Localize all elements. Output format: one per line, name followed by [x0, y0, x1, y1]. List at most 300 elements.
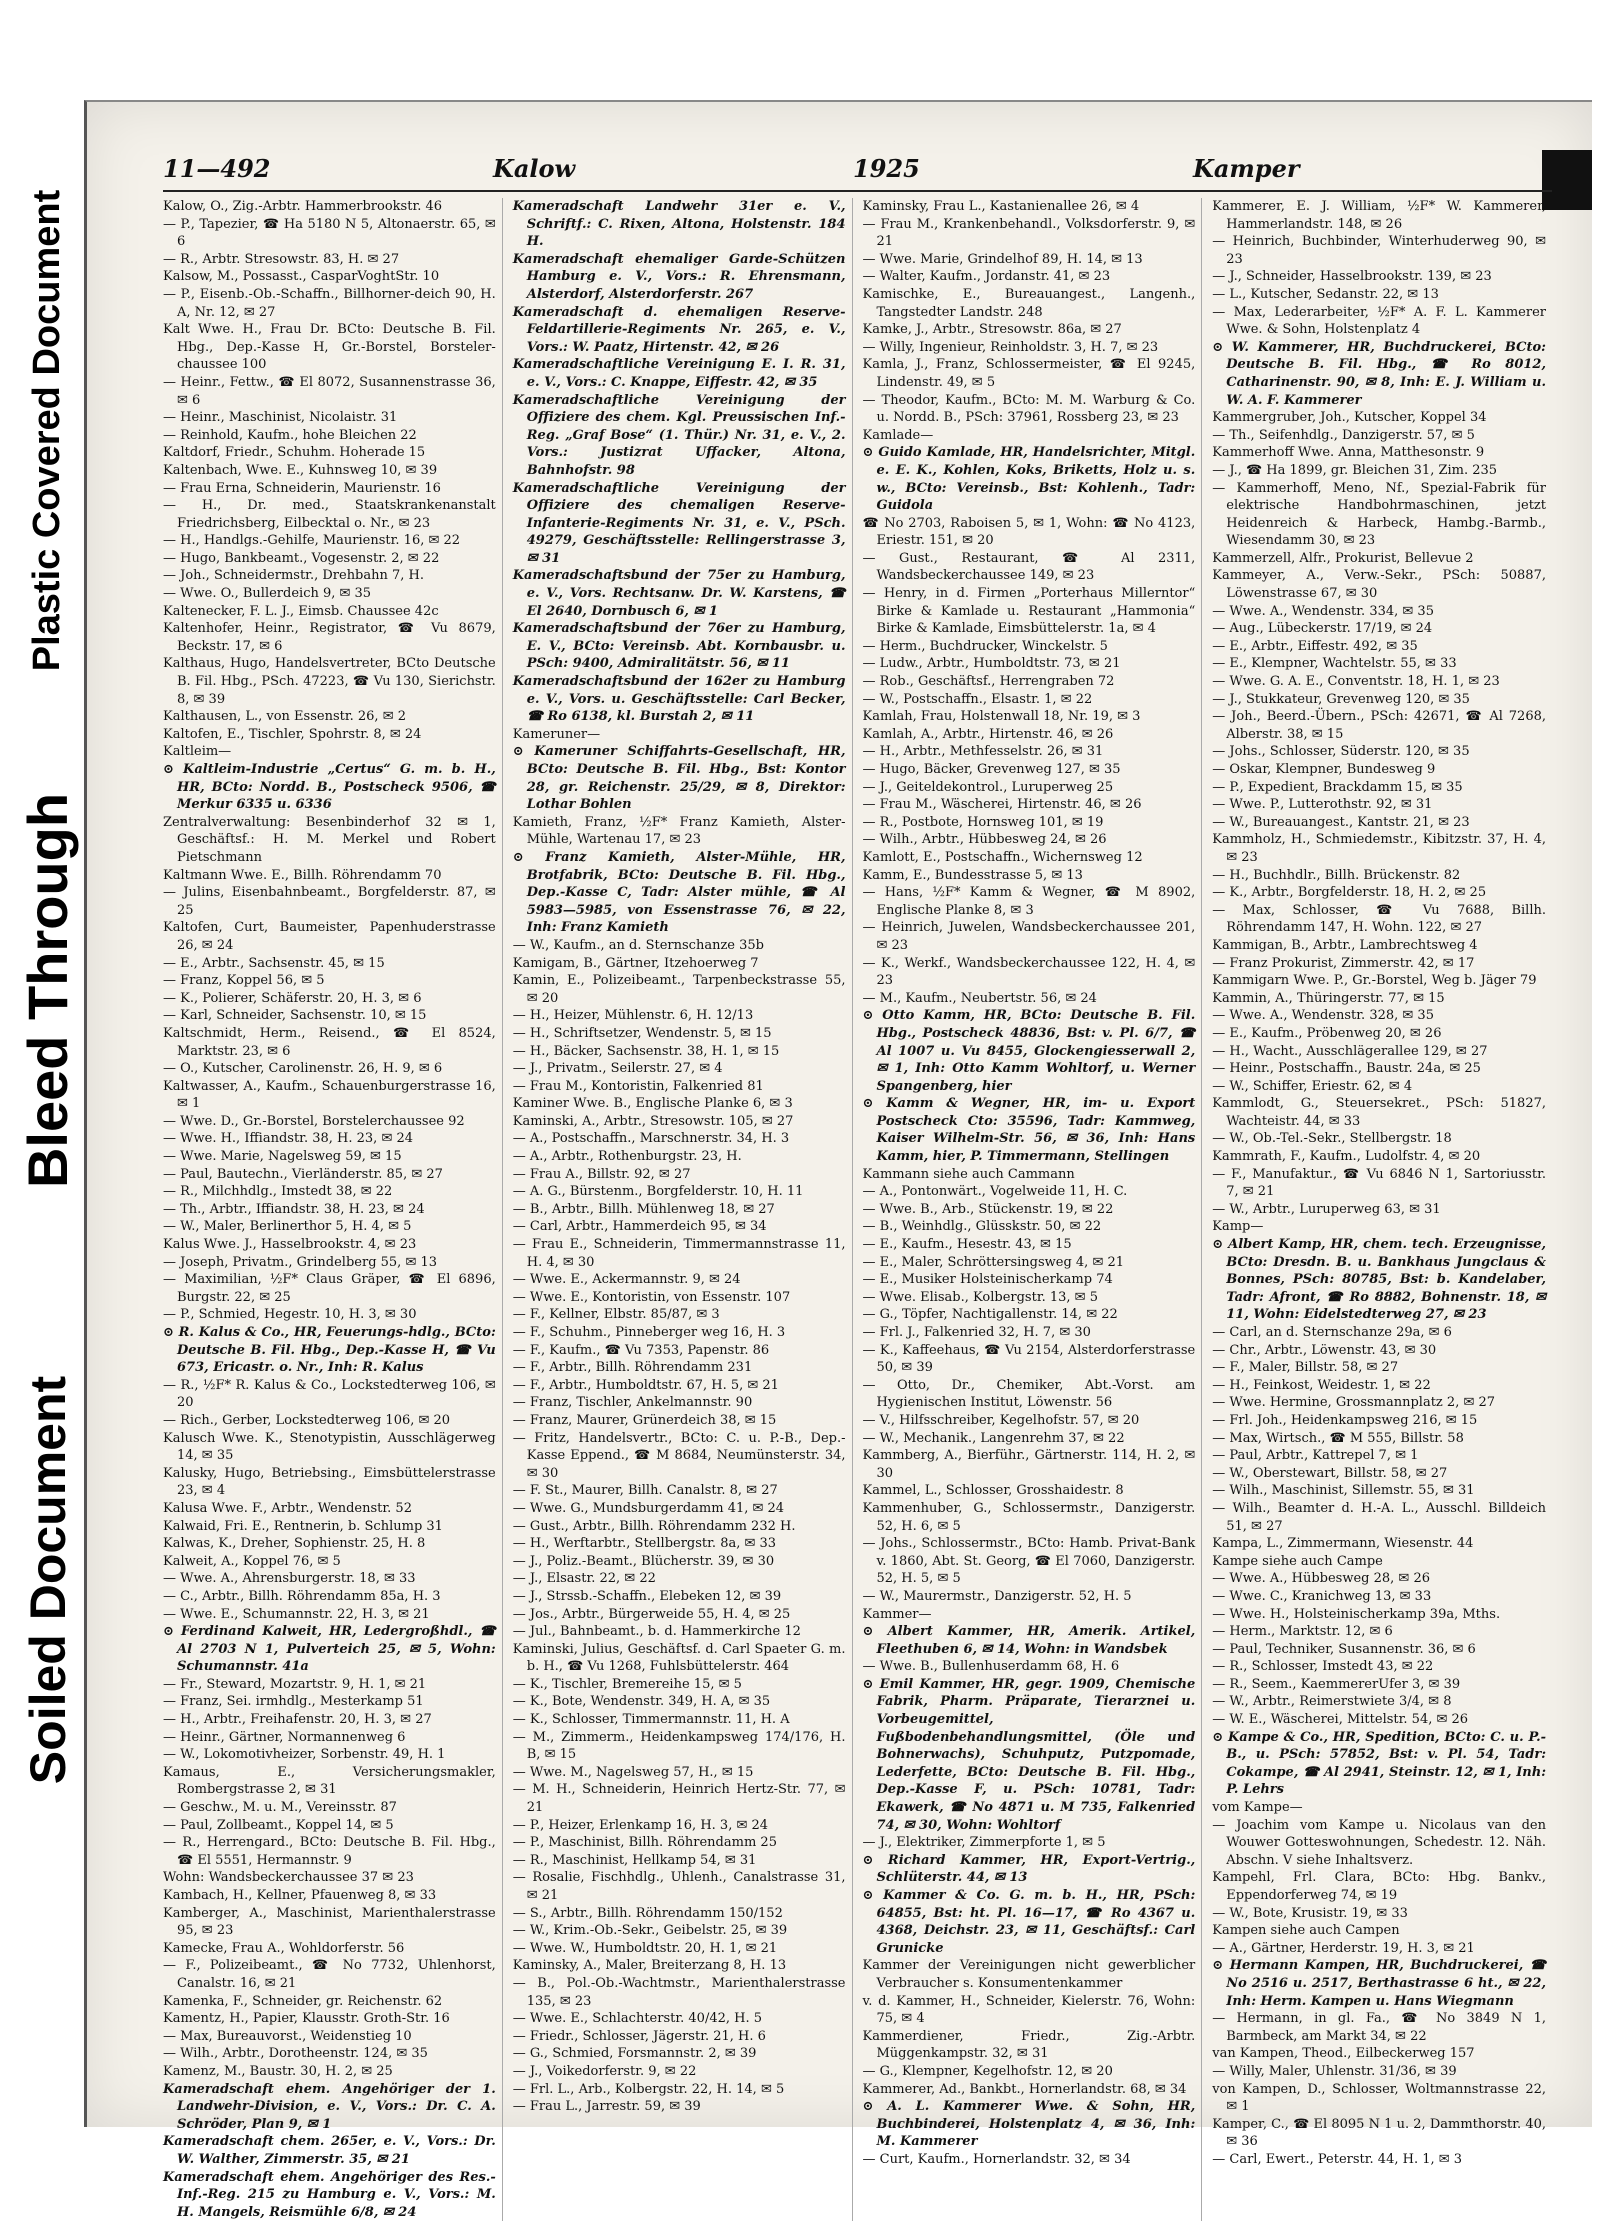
directory-entry: Kammann siehe auch Cammann: [863, 1166, 1196, 1184]
directory-entry: — Theodor, Kaufm., BCto: M. M. Warburg & Co. u. Nordd. B., PSch: 37961, Rossberg 23, ✉ 23: [863, 392, 1196, 427]
directory-entry: — W., Mechanik., Langenrehm 37, ✉ 22: [863, 1430, 1196, 1448]
directory-entry: Kameruner—: [513, 726, 846, 744]
directory-entry: Kamp—: [1212, 1218, 1546, 1236]
directory-entry: — Fr., Steward, Mozartstr. 9, H. 1, ✉ 21: [163, 1676, 496, 1694]
directory-entry: Kammholz, H., Schmiedemstr., Kibitzstr. 37, H. 4, ✉ 23: [1212, 831, 1546, 866]
directory-entry: — Geschw., M. u. M., Vereinsstr. 87: [163, 1799, 496, 1817]
directory-entry: — Carl, Ewert., Peterstr. 44, H. 1, ✉ 3: [1212, 2151, 1546, 2169]
directory-entry: ⊙ Albert Kammer, HR, Amerik. Artikel, Fleethuben 6, ✉ 14, Wohn: in Wandsbek: [863, 1623, 1196, 1658]
directory-entry: Kamaus, E., Versicherungsmakler, Rombergstrasse 2, ✉ 31: [163, 1764, 496, 1799]
directory-entry: Kammerer, Ad., Bankbt., Hornerlandstr. 68, ✉ 34: [863, 2081, 1196, 2099]
directory-entry: Kalusky, Hugo, Betriebsing., Eimsbüttelerstrasse 23, ✉ 4: [163, 1465, 496, 1500]
directory-entry: — P., Maschinist, Billh. Röhrendamm 25: [513, 1834, 846, 1852]
directory-entry: — Gust., Restaurant, ☎ Al 2311, Wandsbeckerchaussee 149, ✉ 23: [863, 550, 1196, 585]
directory-entry: — Frl. J., Falkenried 32, H. 7, ✉ 30: [863, 1324, 1196, 1342]
directory-entry: — Willy, Ingenieur, Reinholdstr. 3, H. 7, ✉ 23: [863, 339, 1196, 357]
directory-entry: — H., Heizer, Mühlenstr. 6, H. 12/13: [513, 1007, 846, 1025]
directory-entry: — G., Töpfer, Nachtigallenstr. 14, ✉ 22: [863, 1306, 1196, 1324]
directory-entry: — Maximilian, ½F* Claus Gräper, ☎ El 6896, Burgstr. 22, ✉ 25: [163, 1271, 496, 1306]
directory-entry: ⊙ Otto Kamm, HR, BCto: Deutsche B. Fil. Hbg., Postscheck 48836, Bst: v. Pl. 6/7, ☎ Al 1007 u. Vu 8455, Glockengiesserwall 2, ✉ 1, Inh: Otto Kamm Wohltorf, u. Werner Spangenberg, hier: [863, 1007, 1196, 1095]
directory-entry: — W., Kaufm., an d. Sternschanze 35b: [513, 937, 846, 955]
directory-entry: — Joh., Beerd.-Übern., PSch: 42671, ☎ Al 7268, Alberstr. 38, ✉ 15: [1212, 708, 1546, 743]
directory-entry: — Wilh., Arbtr., Hübbesweg 24, ✉ 26: [863, 831, 1196, 849]
directory-entry: — Franz Prokurist, Zimmerstr. 42, ✉ 17: [1212, 955, 1546, 973]
directory-entry: Kalthausen, L., von Essenstr. 26, ✉ 2: [163, 708, 496, 726]
directory-entry: ⊙ R. Kalus & Co., HR, Feuerungs-hdlg., BCto: Deutsche B. Fil. Hbg., Dep.-Kasse H, ☎ Vu 673, Ericastr. o. Nr., Inh: R. Kalus: [163, 1324, 496, 1377]
directory-entry: Kampa, L., Zimmermann, Wiesenstr. 44: [1212, 1535, 1546, 1553]
directory-entry: — F., Kaufm., ☎ Vu 7353, Papenstr. 86: [513, 1342, 846, 1360]
directory-entry: Kammerdiener, Friedr., Zig.-Arbtr. Müggenkampstr. 32, ✉ 31: [863, 2028, 1196, 2063]
directory-entry: Kampehl, Frl. Clara, BCto: Hbg. Bankv., Eppendorferweg 74, ✉ 19: [1212, 1869, 1546, 1904]
directory-entry: — R., Postbote, Hornsweg 101, ✉ 19: [863, 814, 1196, 832]
directory-entry: Kammerzell, Alfr., Prokurist, Bellevue 2: [1212, 550, 1546, 568]
column-4: [1212, 198, 1552, 2221]
directory-entry: — P., Schmied, Hegestr. 10, H. 3, ✉ 30: [163, 1306, 496, 1324]
directory-entry: — Wilh., Beamter d. H.-A. L., Ausschl. Billdeich 51, ✉ 27: [1212, 1500, 1546, 1535]
directory-entry: Kamla, J., Franz, Schlossermeister, ☎ El 9245, Lindenstr. 49, ✉ 5: [863, 356, 1196, 391]
directory-entry: — Franz, Maurer, Grünerdeich 38, ✉ 15: [513, 1412, 846, 1430]
directory-entry: Kamentz, H., Papier, Klausstr. Groth-Str. 16: [163, 2010, 496, 2028]
directory-entry: — G., Schmied, Forsmannstr. 2, ✉ 39: [513, 2045, 846, 2063]
directory-entry: — K., Polierer, Schäferstr. 20, H. 3, ✉ 6: [163, 990, 496, 1008]
directory-entry: Kalsow, M., Possasst., CasparVoghtStr. 10: [163, 268, 496, 286]
directory-entry: — Wwe. B., Arb., Stückenstr. 19, ✉ 22: [863, 1201, 1196, 1219]
directory-entry: — Henry, in d. Firmen „Porterhaus Millerntor“ Birke & Kamlade u. Restaurant „Hammonia“ Birke & Kamlade, Eimsbüttelerstr. 1a, ✉ 4: [863, 585, 1196, 638]
directory-entry: — R., Milchhdlg., Imstedt 38, ✉ 22: [163, 1183, 496, 1201]
directory-entry: — V., Hilfsschreiber, Kegelhofstr. 57, ✉ 20: [863, 1412, 1196, 1430]
directory-entry: — Wwe. Hermine, Grossmannplatz 2, ✉ 27: [1212, 1394, 1546, 1412]
directory-entry: — Kammerhoff, Meno, Nf., Spezial-Fabrik für elektrische Handbohrmaschinen, jetzt Heidenreich & Harbeck, Hambg.-Barmb., Wiesendamm 30, ✉ 23: [1212, 480, 1546, 550]
directory-entry: — Ludw., Arbtr., Humboldtstr. 73, ✉ 21: [863, 655, 1196, 673]
directory-entry: — Joachim vom Kampe u. Nicolaus van den Wouwer Gotteswohnungen, Schedestr. 12. Näh. Abschn. V siehe Inhaltsverz.: [1212, 1817, 1546, 1870]
directory-entry: — E., Maler, Schröttersingsweg 4, ✉ 21: [863, 1254, 1196, 1272]
directory-entry: — K., Bote, Wendenstr. 349, H. A, ✉ 35: [513, 1693, 846, 1711]
directory-entry: — H., Wacht., Ausschlägerallee 129, ✉ 27: [1212, 1043, 1546, 1061]
directory-entry: ⊙ Franz Kamieth, Alster-Mühle, HR, Brotfabrik, BCto: Deutsche B. Fil. Hbg., Dep.-Kasse C, Tadr: Alster mühle, ☎ Al 5983—5985, von Essenstrasse 76, ✉ 22, Inh: Franz Kamieth: [513, 849, 846, 937]
directory-entry: — J., Elektriker, Zimmerpforte 1, ✉ 5: [863, 1834, 1196, 1852]
directory-entry: — H., Feinkost, Weidestr. 1, ✉ 22: [1212, 1377, 1546, 1395]
directory-entry: — Wwe. G., Mundsburgerdamm 41, ✉ 24: [513, 1500, 846, 1518]
directory-entry: Kaltdorf, Friedr., Schuhm. Hoherade 15: [163, 444, 496, 462]
directory-entry: — Wwe. O., Bullerdeich 9, ✉ 35: [163, 585, 496, 603]
directory-entry: Kameradschaftliche Vereinigung E. I. R. 31, e. V., Vors.: C. Knappe, Eiffestr. 42, ✉ 35: [513, 356, 846, 391]
directory-entry: — P., Expedient, Brackdamm 15, ✉ 35: [1212, 779, 1546, 797]
directory-entry: Kammer der Vereinigungen nicht gewerblicher Verbraucher s. Konsumentenkammer: [863, 1957, 1196, 1992]
directory-entry: Kaltenhofer, Heinr., Registrator, ☎ Vu 8679, Beckstr. 17, ✉ 6: [163, 620, 496, 655]
directory-entry: Kalow, O., Zig.-Arbtr. Hammerbrookstr. 46: [163, 198, 496, 216]
directory-entry: — Joh., Schneidermstr., Drehbahn 7, H.: [163, 567, 496, 585]
directory-entry: — E., Arbtr., Eiffestr. 492, ✉ 35: [1212, 638, 1546, 656]
directory-entry: — A., Arbtr., Rothenburgstr. 23, H.: [513, 1148, 846, 1166]
directory-entry: Kampe siehe auch Campe: [1212, 1553, 1546, 1571]
directory-entry: Kameradschaftliche Vereinigung der Offiziere des chemaligen Reserve-Infanterie-Regiments Nr. 31, e. V., PSch. 49279, Geschäftsstelle: Rellingerstrasse 3, ✉ 31: [513, 480, 846, 568]
directory-entry: — Wwe. E., Schumannstr. 22, H. 3, ✉ 21: [163, 1606, 496, 1624]
directory-entry: — J., Strssb.-Schaffn., Elebeken 12, ✉ 39: [513, 1588, 846, 1606]
directory-entry: ☎ No 2703, Raboisen 5, ✉ 1, Wohn: ☎ No 4123, Eriestr. 151, ✉ 20: [863, 515, 1196, 550]
page-header: [163, 150, 1552, 192]
directory-entry: — Fritz, Handelsvertr., BCto: C. u. P.-B., Dep.-Kasse Eppend., ☎ M 8684, Neumünsterstr. 34, ✉ 30: [513, 1430, 846, 1483]
column-3: [863, 198, 1203, 2221]
directory-entry: Kammeyer, A., Verw.-Sekr., PSch: 50887, Löwenstrasse 67, ✉ 30: [1212, 567, 1546, 602]
directory-entry: Kaltwasser, A., Kaufm., Schauenburgerstrasse 16, ✉ 1: [163, 1078, 496, 1113]
header-year: 1925: [853, 154, 920, 183]
directory-entry: — Heinrich, Juwelen, Wandsbeckerchaussee 201, ✉ 23: [863, 919, 1196, 954]
directory-entry: — E., Musiker Holsteinischerkamp 74: [863, 1271, 1196, 1289]
directory-entry: — Frau E., Schneiderin, Timmermannstrasse 11, H. 4, ✉ 30: [513, 1236, 846, 1271]
directory-entry: — Wwe. W., Humboldtstr. 20, H. 1, ✉ 21: [513, 1940, 846, 1958]
directory-entry: — W., Krim.-Ob.-Sekr., Geibelstr. 25, ✉ 39: [513, 1922, 846, 1940]
column-2: [513, 198, 853, 2221]
directory-entry: — W., Lokomotivheizer, Sorbenstr. 49, H. 1: [163, 1746, 496, 1764]
directory-entry: ⊙ Kampe & Co., HR, Spedition, BCto: C. u. P.-B., u. PSch: 57852, Bst: v. Pl. 54, Tadr: Cokampe, ☎ Al 2941, Steinstr. 12, ✉ 1, Inh: P. Lehrs: [1212, 1729, 1546, 1799]
directory-entry: ⊙ Richard Kammer, HR, Export-Vertrig., Schlüterstr. 44, ✉ 13: [863, 1852, 1196, 1887]
directory-entry: — Curt, Kaufm., Hornerlandstr. 32, ✉ 34: [863, 2151, 1196, 2169]
directory-entry: — W. E., Wäscherei, Mittelstr. 54, ✉ 26: [1212, 1711, 1546, 1729]
directory-entry: — Max, Schlosser, ☎ Vu 7688, Billh. Röhrendamm 147, H. Wohn. 122, ✉ 27: [1212, 902, 1546, 937]
directory-entry: Kamieth, Franz, ½F* Franz Kamieth, Alster-Mühle, Wartenau 17, ✉ 23: [513, 814, 846, 849]
directory-entry: — Wwe. Marie, Grindelhof 89, H. 14, ✉ 13: [863, 251, 1196, 269]
header-last-word: Kamper: [1193, 154, 1300, 183]
directory-entry: Kammigarn Wwe. P., Gr.-Borstel, Weg b. Jäger 79: [1212, 972, 1546, 990]
directory-entry: — W., Schiffer, Eriestr. 62, ✉ 4: [1212, 1078, 1546, 1096]
directory-entry: ⊙ Kamm & Wegner, HR, im- u. Export Postscheck Cto: 35596, Tadr: Kammweg, Kaiser Wilhelm-Str. 56, ✉ 36, Inh: Hans Kamm, hier, P. Timmermann, Stellingen: [863, 1095, 1196, 1165]
directory-entry: — Wwe. A., Ahrensburgerstr. 18, ✉ 33: [163, 1570, 496, 1588]
directory-entry: — F., Arbtr., Billh. Röhrendamm 231: [513, 1359, 846, 1377]
directory-entry: ⊙ Kammer & Co. G. m. b. H., HR, PSch: 64855, Bst: ht. Pl. 16—17, ☎ Ro 4367 u. 4368, Deichstr. 23, ✉ 11, Geschäftsf.: Carl Grunicke: [863, 1887, 1196, 1957]
directory-entry: ⊙ Ferdinand Kalweit, HR, Ledergroßhdl., ☎ Al 2703 N 1, Pulverteich 25, ✉ 5, Wohn: Schumannstr. 41a: [163, 1623, 496, 1676]
directory-entry: — Max, Lederarbeiter, ½F* A. F. L. Kammerer Wwe. & Sohn, Holstenplatz 4: [1212, 304, 1546, 339]
directory-entry: Kamigam, B., Gärtner, Itzehoerweg 7: [513, 955, 846, 973]
directory-entry: — H., Buchhdlr., Billh. Brückenstr. 82: [1212, 867, 1546, 885]
directory-entry: — K., Kaffeehaus, ☎ Vu 2154, Alsterdorferstrasse 50, ✉ 39: [863, 1342, 1196, 1377]
directory-entry: — H., Schriftsetzer, Wendenstr. 5, ✉ 15: [513, 1025, 846, 1043]
directory-entry: — P., Tapezier, ☎ Ha 5180 N 5, Altonaerstr. 65, ✉ 6: [163, 216, 496, 251]
directory-entry: Kamischke, E., Bureauangest., Langenh., Tangstedter Landstr. 248: [863, 286, 1196, 321]
directory-entry: — J., Elsastr. 22, ✉ 22: [513, 1570, 846, 1588]
directory-entry: — Heinr., Maschinist, Nicolaistr. 31: [163, 409, 496, 427]
directory-entry: Kameradschaft ehem. Angehöriger der 1. Landwehr-Division, e. V., Vors.: Dr. C. A. Schröder, Plan 9, ✉ 1: [163, 2081, 496, 2134]
directory-entry: — K., Arbtr., Borgfelderstr. 18, H. 2, ✉ 25: [1212, 884, 1546, 902]
directory-entry: — Frau M., Wäscherei, Hirtenstr. 46, ✉ 26: [863, 796, 1196, 814]
directory-entry: Kalwaid, Fri. E., Rentnerin, b. Schlump 31: [163, 1518, 496, 1536]
directory-entry: — Aug., Lübeckerstr. 17/19, ✉ 24: [1212, 620, 1546, 638]
directory-entry: — Frl. L., Arb., Kolbergstr. 22, H. 14, ✉ 5: [513, 2081, 846, 2099]
plastic-covered-document-label: Plastic Covered Document: [0, 150, 96, 710]
directory-entry: — Paul, Zollbeamt., Koppel 14, ✉ 5: [163, 1817, 496, 1835]
directory-entry: — W., Oberstewart, Billstr. 58, ✉ 27: [1212, 1465, 1546, 1483]
directory-entry: ⊙ W. Kammerer, HR, Buchdruckerei, BCto: Deutsche B. Fil. Hbg., ☎ Ro 8012, Catharinenstr. 90, ✉ 8, Inh: E. J. William u. W. A. F. Kammerer: [1212, 339, 1546, 409]
directory-entry: — Carl, Arbtr., Hammerdeich 95, ✉ 34: [513, 1218, 846, 1236]
directory-entry: — Chr., Arbtr., Löwenstr. 43, ✉ 30: [1212, 1342, 1546, 1360]
directory-entry: Kamke, J., Arbtr., Stresowstr. 86a, ✉ 27: [863, 321, 1196, 339]
directory-entry: Kaminsky, Frau L., Kastanienallee 26, ✉ 4: [863, 198, 1196, 216]
directory-entry: — M. H., Schneiderin, Heinrich Hertz-Str. 77, ✉ 21: [513, 1781, 846, 1816]
directory-entry: Kamlah, A., Arbtr., Hirtenstr. 46, ✉ 26: [863, 726, 1196, 744]
directory-entry: — Wilh., Arbtr., Dorotheenstr. 124, ✉ 35: [163, 2045, 496, 2063]
directory-entry: — F., Polizeibeamt., ☎ No 7732, Uhlenhorst, Canalstr. 16, ✉ 21: [163, 1957, 496, 1992]
directory-entry: — O., Kutscher, Carolinenstr. 26, H. 9, ✉ 6: [163, 1060, 496, 1078]
directory-entry: — Frau M., Krankenbehandl., Volksdorferstr. 9, ✉ 21: [863, 216, 1196, 251]
directory-entry: Kaltenbach, Wwe. E., Kuhnsweg 10, ✉ 39: [163, 462, 496, 480]
directory-entry: Kalusa Wwe. F., Arbtr., Wendenstr. 52: [163, 1500, 496, 1518]
directory-entry: v. d. Kammer, H., Schneider, Kielerstr. 76, Wohn: 75, ✉ 4: [863, 1993, 1196, 2028]
directory-entry: — Rosalie, Fischhdlg., Uhlenh., Canalstrasse 31, ✉ 21: [513, 1869, 846, 1904]
directory-entry: Kamlott, E., Postschaffn., Wichernsweg 12: [863, 849, 1196, 867]
directory-entry: — R., Arbtr. Stresowstr. 83, H. ✉ 27: [163, 251, 496, 269]
directory-entry: — Franz, Koppel 56, ✉ 5: [163, 972, 496, 990]
directory-entry: Kaminski, A., Arbtr., Stresowstr. 105, ✉ 27: [513, 1113, 846, 1131]
directory-entry: — Herm., Marktstr. 12, ✉ 6: [1212, 1623, 1546, 1641]
directory-entry: — H., Handlgs.-Gehilfe, Maurienstr. 16, ✉ 22: [163, 532, 496, 550]
directory-entry: Kammel, L., Schlosser, Grosshaidestr. 8: [863, 1482, 1196, 1500]
directory-entry: Kammenhuber, G., Schlossermstr., Danzigerstr. 52, H. 6, ✉ 5: [863, 1500, 1196, 1535]
directory-entry: Kalusch Wwe. K., Stenotypistin, Ausschlägerweg 14, ✉ 35: [163, 1430, 496, 1465]
directory-entry: — K., Schlosser, Timmermannstr. 11, H. A: [513, 1711, 846, 1729]
directory-entry: — Franz, Tischler, Ankelmannstr. 90: [513, 1394, 846, 1412]
directory-entry: — B., Arbtr., Billh. Mühlenweg 18, ✉ 27: [513, 1201, 846, 1219]
directory-entry: — Hugo, Bäcker, Grevenweg 127, ✉ 35: [863, 761, 1196, 779]
directory-entry: — Hermann, in gl. Fa., ☎ No 3849 N 1, Barmbeck, am Markt 34, ✉ 22: [1212, 2010, 1546, 2045]
directory-entry: — Wwe. B., Bullenhuserdamm 68, H. 6: [863, 1658, 1196, 1676]
directory-entry: — Otto, Dr., Chemiker, Abt.-Vorst. am Hygienischen Institut, Löwenstr. 56: [863, 1377, 1196, 1412]
directory-entry: — F., Maler, Billstr. 58, ✉ 27: [1212, 1359, 1546, 1377]
directory-entry: — Johs., Schlosser, Süderstr. 120, ✉ 35: [1212, 743, 1546, 761]
directory-entry: — W., Arbtr., Luruperweg 63, ✉ 31: [1212, 1201, 1546, 1219]
column-1: [163, 198, 503, 2221]
directory-entry: — Wwe. P., Lutterothstr. 92, ✉ 31: [1212, 796, 1546, 814]
directory-entry: Kamenka, F., Schneider, gr. Reichenstr. 62: [163, 1993, 496, 2011]
directory-entry: — B., Weinhdlg., Glüsskstr. 50, ✉ 22: [863, 1218, 1196, 1236]
directory-entry: — Reinhold, Kaufm., hohe Bleichen 22: [163, 427, 496, 445]
directory-entry: — A., Gärtner, Herderstr. 19, H. 3, ✉ 21: [1212, 1940, 1546, 1958]
directory-entry: — P., Heizer, Erlenkamp 16, H. 3, ✉ 24: [513, 1817, 846, 1835]
directory-entry: Kambach, H., Kellner, Pfauenweg 8, ✉ 33: [163, 1887, 496, 1905]
directory-entry: — Heinrich, Buchbinder, Winterhuderweg 90, ✉ 23: [1212, 233, 1546, 268]
directory-entry: — Hugo, Bankbeamt., Vogesenstr. 2, ✉ 22: [163, 550, 496, 568]
directory-entry: — K., Werkf., Wandsbeckerchaussee 122, H. 4, ✉ 23: [863, 955, 1196, 990]
directory-entry: — W., Postschaffn., Elsastr. 1, ✉ 22: [863, 691, 1196, 709]
directory-entry: — S., Arbtr., Billh. Röhrendamm 150/152: [513, 1905, 846, 1923]
directory-entry: — Paul, Techniker, Susannenstr. 36, ✉ 6: [1212, 1641, 1546, 1659]
directory-entry: — Johs., Schlossermstr., BCto: Hamb. Privat-Bank v. 1860, Abt. St. Georg, ☎ El 7060, Danzigerstr. 52, H. 5, ✉ 5: [863, 1535, 1196, 1588]
directory-entry: — Frau A., Billstr. 92, ✉ 27: [513, 1166, 846, 1184]
directory-entry: — H., Arbtr., Freihafenstr. 20, H. 3, ✉ 27: [163, 1711, 496, 1729]
directory-entry: Kalthaus, Hugo, Handelsvertreter, BCto Deutsche B. Fil. Hbg., PSch. 47223, ☎ Vu 130, Sierichstr. 8, ✉ 39: [163, 655, 496, 708]
directory-entry: Kammer—: [863, 1606, 1196, 1624]
directory-entry: ⊙ Kaltleim-Industrie „Certus“ G. m. b. H., HR, BCto: Nordd. B., Postscheck 9506, ☎ Merkur 6335 u. 6336: [163, 761, 496, 814]
directory-entry: — M., Zimmerm., Heidenkampsweg 174/176, H. B, ✉ 15: [513, 1729, 846, 1764]
directory-entry: — Frau L., Jarrestr. 59, ✉ 39: [513, 2098, 846, 2116]
directory-entry: — Wwe. A., Hübbesweg 28, ✉ 26: [1212, 1570, 1546, 1588]
directory-entry: Kamberger, A., Maschinist, Marienthalerstrasse 95, ✉ 23: [163, 1905, 496, 1940]
directory-entry: Kameradschaftsbund der 75er zu Hamburg, e. V., Vors. Rechtsanw. Dr. W. Karstens, ☎ El 2640, Dornbusch 6, ✉ 1: [513, 567, 846, 620]
directory-entry: — F., Kellner, Elbstr. 85/87, ✉ 3: [513, 1306, 846, 1324]
directory-entry: Kampen siehe auch Campen: [1212, 1922, 1546, 1940]
directory-entry: — Th., Arbtr., Iffiandstr. 38, H. 23, ✉ 24: [163, 1201, 496, 1219]
directory-entry: ⊙ Albert Kamp, HR, chem. tech. Erzeugnisse, BCto: Dresdn. B. u. Bankhaus Jungclaus & Bonnes, PSch: 80785, Bst: b. Kandelaber, Tadr: Afront, ☎ Ro 8882, Bohnenstr. 18, ✉ 11, Wohn: Eidelstedterweg 27, ✉ 23: [1212, 1236, 1546, 1324]
directory-entry: Kammergruber, Joh., Kutscher, Koppel 34: [1212, 409, 1546, 427]
directory-entry: — Frl. Joh., Heidenkampsweg 216, ✉ 15: [1212, 1412, 1546, 1430]
directory-entry: — Wwe. A., Wendenstr. 328, ✉ 35: [1212, 1007, 1546, 1025]
directory-entry: Kalwas, K., Dreher, Sophienstr. 25, H. 8: [163, 1535, 496, 1553]
directory-entry: — C., Arbtr., Billh. Röhrendamm 85a, H. 3: [163, 1588, 496, 1606]
directory-entry: — W., Maler, Berlinerthor 5, H. 4, ✉ 5: [163, 1218, 496, 1236]
directory-entry: — J., Geiteldekontrol., Luruperweg 25: [863, 779, 1196, 797]
directory-entry: ⊙ A. L. Kammerer Wwe. & Sohn, HR, Buchbinderei, Holstenplatz 4, ✉ 36, Inh: M. Kammerer: [863, 2098, 1196, 2151]
directory-entry: — Wwe. D., Gr.-Borstel, Borstelerchaussee 92: [163, 1113, 496, 1131]
directory-entry: — E., Kaufm., Pröbenweg 20, ✉ 26: [1212, 1025, 1546, 1043]
directory-entry: — Jul., Bahnbeamt., b. d. Hammerkirche 12: [513, 1623, 846, 1641]
directory-entry: Kaltmann Wwe. E., Billh. Röhrendamm 70: [163, 867, 496, 885]
directory-entry: — Wwe. H., Holsteinischerkamp 39a, Mths.: [1212, 1606, 1546, 1624]
directory-entry: van Kampen, Theod., Eilbeckerweg 157: [1212, 2045, 1546, 2063]
directory-entry: — F., Schuhm., Pinneberger weg 16, H. 3: [513, 1324, 846, 1342]
directory-entry: — H., Bäcker, Sachsenstr. 38, H. 1, ✉ 15: [513, 1043, 846, 1061]
directory-entry: — B., Pol.-Ob.-Wachtmstr., Marienthalerstrasse 135, ✉ 23: [513, 1975, 846, 2010]
directory-entry: ⊙ Kameruner Schiffahrts-Gesellschaft, HR, BCto: Deutsche B. Fil. Hbg., Bst: Kontor 28, gr. Reichenstr. 25/29, ✉ 8, Direktor: Lothar Bohlen: [513, 743, 846, 813]
directory-entry: — Paul, Arbtr., Kattrepel 7, ✉ 1: [1212, 1447, 1546, 1465]
directory-entry: Kaltschmidt, Herm., Reisend., ☎ El 8524, Marktstr. 23, ✉ 6: [163, 1025, 496, 1060]
directory-entry: — J., ☎ Ha 1899, gr. Bleichen 31, Zim. 235: [1212, 462, 1546, 480]
directory-entry: — F. St., Maurer, Billh. Canalstr. 8, ✉ 27: [513, 1482, 846, 1500]
directory-entry: Kaltofen, Curt, Baumeister, Papenhuderstrasse 26, ✉ 24: [163, 919, 496, 954]
directory-entry: Kamper, C., ☎ El 8095 N 1 u. 2, Dammthorstr. 40, ✉ 36: [1212, 2116, 1546, 2151]
directory-entry: ⊙ Hermann Kampen, HR, Buchdruckerei, ☎ No 2516 u. 2517, Berthastrasse 6 ht., ✉ 22, Inh: Herm. Kampen u. Hans Wiegmann: [1212, 1957, 1546, 2010]
directory-entry: — E., Arbtr., Sachsenstr. 45, ✉ 15: [163, 955, 496, 973]
directory-entry: — A. G., Bürstenm., Borgfelderstr. 10, H. 11: [513, 1183, 846, 1201]
directory-entry: Kalt Wwe. H., Frau Dr. BCto: Deutsche B. Fil. Hbg., Dep.-Kasse H, Gr.-Borstel, Borsteler-chaussee 100: [163, 321, 496, 374]
directory-entry: Kaminski, Julius, Geschäftsf. d. Carl Spaeter G. m. b. H., ☎ Vu 1268, Fuhlsbüttelerstr. 464: [513, 1641, 846, 1676]
directory-entry: — H., Arbtr., Methfesselstr. 26, ✉ 31: [863, 743, 1196, 761]
directory-entry: — M., Kaufm., Neubertstr. 56, ✉ 24: [863, 990, 1196, 1008]
directory-entry: — J., Stukkateur, Grevenweg 120, ✉ 35: [1212, 691, 1546, 709]
directory-entry: — Max, Wirtsch., ☎ M 555, Billstr. 58: [1212, 1430, 1546, 1448]
directory-entry: Kameradschaftliche Vereinigung der Offiziere des chem. Kgl. Preussischen Inf.-Reg. „Graf Bose“ (1. Thür.) Nr. 31, e. V., 2. Vors.: Justizrat Uffacker, Altona, Bahnhofstr. 98: [513, 392, 846, 480]
directory-entry: — Wwe. E., Schlachterstr. 40/42, H. 5: [513, 2010, 846, 2028]
directory-entry: — Wwe. Elisab., Kolbergstr. 13, ✉ 5: [863, 1289, 1196, 1307]
directory-entry: — Karl, Schneider, Sachsenstr. 10, ✉ 15: [163, 1007, 496, 1025]
directory-entry: — Th., Seifenhdlg., Danzigerstr. 57, ✉ 5: [1212, 427, 1546, 445]
directory-entry: — Joseph, Privatm., Grindelberg 55, ✉ 13: [163, 1254, 496, 1272]
directory-entry: — J., Privatm., Seilerstr. 27, ✉ 4: [513, 1060, 846, 1078]
directory-entry: Kameradschaftsbund der 162er zu Hamburg e. V., Vors. u. Geschäftsstelle: Carl Becker, ☎ Ro 6138, kl. Burstah 2, ✉ 11: [513, 673, 846, 726]
directory-entry: — J., Schneider, Hasselbrookstr. 139, ✉ 23: [1212, 268, 1546, 286]
directory-entry: — Heinr., Postschaffn., Baustr. 24a, ✉ 25: [1212, 1060, 1546, 1078]
directory-page: [84, 100, 1592, 2127]
directory-entry: Kammin, A., Thüringerstr. 77, ✉ 15: [1212, 990, 1546, 1008]
directory-entry: Kamlade—: [863, 427, 1196, 445]
directory-entry: — J., Voikedorferstr. 9, ✉ 22: [513, 2063, 846, 2081]
soiled-document-label: Soiled Document: [0, 1270, 96, 1890]
directory-entry: — Wwe. G. A. E., Conventstr. 18, H. 1, ✉ 23: [1212, 673, 1546, 691]
directory-entry: Kamenz, M., Baustr. 30, H. 2, ✉ 25: [163, 2063, 496, 2081]
directory-entry: Kaminsky, A., Maler, Breiterzang 8, H. 13: [513, 1957, 846, 1975]
directory-entry: — Wwe. M., Nagelsweg 57, H., ✉ 15: [513, 1764, 846, 1782]
directory-entry: — Wwe. E., Kontoristin, von Essenstr. 107: [513, 1289, 846, 1307]
directory-entry: — Hans, ½F* Kamm & Wegner, ☎ M 8902, Englische Planke 8, ✉ 3: [863, 884, 1196, 919]
directory-entry: Kameradschaft Landwehr 31er e. V., Schriftf.: C. Rixen, Altona, Holstenstr. 184 H.: [513, 198, 846, 251]
directory-entry: — Wwe. C., Kranichweg 13, ✉ 33: [1212, 1588, 1546, 1606]
directory-entry: — Rob., Geschäftsf., Herrengraben 72: [863, 673, 1196, 691]
directory-entry: Kameradschaft ehem. Angehöriger des Res.-Inf.-Reg. 215 zu Hamburg e. V., Vors.: M. H. Mangels, Reismühle 6/8, ✉ 24: [163, 2169, 496, 2221]
directory-entry: — W., Ob.-Tel.-Sekr., Stellbergstr. 18: [1212, 1130, 1546, 1148]
directory-entry: — Frau Erna, Schneiderin, Maurienstr. 16: [163, 480, 496, 498]
directory-entry: Kameradschaft ehemaliger Garde-Schützen Hamburg e. V., Vors.: R. Ehrensmann, Alsterdorf, Alsterdorferstr. 267: [513, 251, 846, 304]
directory-entry: Wohn: Wandsbeckerchaussee 37 ✉ 23: [163, 1869, 496, 1887]
bleed-through-label: Bleed Through: [0, 720, 96, 1260]
directory-entry: — Heinr., Gärtner, Normannenweg 6: [163, 1729, 496, 1747]
directory-entry: — L., Kutscher, Sedanstr. 22, ✉ 13: [1212, 286, 1546, 304]
directory-entry: — R., Schlosser, Imstedt 43, ✉ 22: [1212, 1658, 1546, 1676]
directory-entry: vom Kampe—: [1212, 1799, 1546, 1817]
directory-entry: — F., Manufaktur., ☎ Vu 6846 N 1, Sartoriusstr. 7, ✉ 21: [1212, 1166, 1546, 1201]
directory-entry: — Wwe. Marie, Nagelsweg 59, ✉ 15: [163, 1148, 496, 1166]
directory-entry: — H., Dr. med., Staatskrankenanstalt Friedrichsberg, Eilbecktal o. Nr., ✉ 23: [163, 497, 496, 532]
directory-entry: — W., Arbtr., Reimerstwiete 3/4, ✉ 8: [1212, 1693, 1546, 1711]
directory-entry: Kaminer Wwe. B., Englische Planke 6, ✉ 3: [513, 1095, 846, 1113]
directory-entry: von Kampen, D., Schlosser, Woltmannstrasse 22, ✉ 1: [1212, 2081, 1546, 2116]
directory-entry: — Wilh., Maschinist, Sillemstr. 55, ✉ 31: [1212, 1482, 1546, 1500]
directory-entry: Kameradschaft d. ehemaligen Reserve-Feldartillerie-Regiments Nr. 265, e. V., Vors.: W. Paatz, Hirtenstr. 42, ✉ 26: [513, 304, 846, 357]
directory-entry: Kaltofen, E., Tischler, Spohrstr. 8, ✉ 24: [163, 726, 496, 744]
directory-entry: — R., Seem., KaemmererUfer 3, ✉ 39: [1212, 1676, 1546, 1694]
directory-entry: ⊙ Guido Kamlade, HR, Handelsrichter, Mitgl. e. E. K., Kohlen, Koks, Briketts, Holz u. s. w., BCto: Vereinsb., Bst: Kohlenh., Tadr: Guidola: [863, 444, 1196, 514]
directory-entry: Kammerhoff Wwe. Anna, Matthesonstr. 9: [1212, 444, 1546, 462]
directory-entry: — Julins, Eisenbahnbeamt., Borgfelderstr. 87, ✉ 25: [163, 884, 496, 919]
directory-entry: Kammerer, E. J. William, ½F* W. Kammerer, Hammerlandstr. 148, ✉ 26: [1212, 198, 1546, 233]
directory-entry: Kaltenecker, F. L. J., Eimsb. Chaussee 42c: [163, 603, 496, 621]
directory-entry: Kalweit, A., Koppel 76, ✉ 5: [163, 1553, 496, 1571]
directory-entry: — Wwe. E., Ackermannstr. 9, ✉ 24: [513, 1271, 846, 1289]
directory-entry: — Herm., Buchdrucker, Winckelstr. 5: [863, 638, 1196, 656]
directory-entry: Kammlodt, G., Steuersekret., PSch: 51827, Wachteistr. 44, ✉ 33: [1212, 1095, 1546, 1130]
directory-entry: — R., Maschinist, Hellkamp 54, ✉ 31: [513, 1852, 846, 1870]
directory-entry: — Willy, Maler, Uhlenstr. 31/36, ✉ 39: [1212, 2063, 1546, 2081]
directory-entry: — J., Poliz.-Beamt., Blücherstr. 39, ✉ 30: [513, 1553, 846, 1571]
directory-entry: Kammrath, F., Kaufm., Ludolfstr. 4, ✉ 20: [1212, 1148, 1546, 1166]
directory-entry: Kamm, E., Bundesstrasse 5, ✉ 13: [863, 867, 1196, 885]
directory-columns: [163, 198, 1552, 2107]
directory-entry: — Paul, Bautechn., Vierländerstr. 85, ✉ 27: [163, 1166, 496, 1184]
directory-entry: — A., Pontonwärt., Vogelweide 11, H. C.: [863, 1183, 1196, 1201]
directory-entry: — P., Eisenb.-Ob.-Schaffn., Billhorner-deich 90, H. A, Nr. 12, ✉ 27: [163, 286, 496, 321]
directory-entry: — F., Arbtr., Humboldtstr. 67, H. 5, ✉ 21: [513, 1377, 846, 1395]
page-number: 11—492: [163, 154, 271, 183]
directory-entry: Kalus Wwe. J., Hasselbrookstr. 4, ✉ 23: [163, 1236, 496, 1254]
directory-entry: — R., Herrengard., BCto: Deutsche B. Fil. Hbg., ☎ El 5551, Hermannstr. 9: [163, 1834, 496, 1869]
directory-entry: — W., Maurermstr., Danzigerstr. 52, H. 5: [863, 1588, 1196, 1606]
directory-entry: — Carl, an d. Sternschanze 29a, ✉ 6: [1212, 1324, 1546, 1342]
directory-entry: — Walter, Kaufm., Jordanstr. 41, ✉ 23: [863, 268, 1196, 286]
directory-entry: — Franz, Sei. irmhdlg., Mesterkamp 51: [163, 1693, 496, 1711]
directory-entry: — R., ½F* R. Kalus & Co., Lockstedterweg 106, ✉ 20: [163, 1377, 496, 1412]
directory-entry: — Gust., Arbtr., Billh. Röhrendamm 232 H.: [513, 1518, 846, 1536]
directory-entry: — Frau M., Kontoristin, Falkenried 81: [513, 1078, 846, 1096]
directory-entry: — Friedr., Schlosser, Jägerstr. 21, H. 6: [513, 2028, 846, 2046]
directory-entry: — E., Kaufm., Hesestr. 43, ✉ 15: [863, 1236, 1196, 1254]
directory-entry: Kamlah, Frau, Holstenwall 18, Nr. 19, ✉ 3: [863, 708, 1196, 726]
directory-entry: — H., Werftarbtr., Stellbergstr. 8a, ✉ 33: [513, 1535, 846, 1553]
directory-entry: — Jos., Arbtr., Bürgerweide 55, H. 4, ✉ 25: [513, 1606, 846, 1624]
directory-entry: — Oskar, Klempner, Bundesweg 9: [1212, 761, 1546, 779]
directory-entry: — W., Bureauangest., Kantstr. 21, ✉ 23: [1212, 814, 1546, 832]
directory-entry: — E., Klempner, Wachtelstr. 55, ✉ 33: [1212, 655, 1546, 673]
directory-entry: Kaltleim—: [163, 743, 496, 761]
directory-entry: Kamin, E., Polizeibeamt., Tarpenbeckstrasse 55, ✉ 20: [513, 972, 846, 1007]
directory-entry: — W., Bote, Krusistr. 19, ✉ 33: [1212, 1905, 1546, 1923]
directory-entry: — Max, Bureauvorst., Weidenstieg 10: [163, 2028, 496, 2046]
directory-entry: — Wwe. H., Iffiandstr. 38, H. 23, ✉ 24: [163, 1130, 496, 1148]
